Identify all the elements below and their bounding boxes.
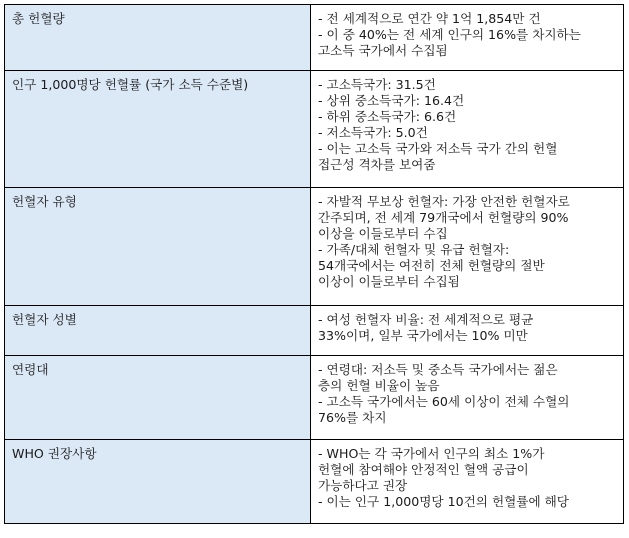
description-line: - 저소득국가: 5.0건 bbox=[318, 125, 428, 140]
row-description-cell bbox=[311, 356, 624, 440]
row-description-cell bbox=[311, 71, 624, 188]
description-line: - 이 중 40%는 전 세계 인구의 16%를 차지하는 bbox=[318, 27, 581, 42]
row-label: 총 헌혈량 bbox=[12, 11, 65, 26]
description-line: 헌혈에 참여해야 안정적인 혈액 공급이 bbox=[318, 462, 529, 477]
table-row bbox=[5, 188, 624, 306]
table-row bbox=[5, 71, 624, 188]
row-label: WHO 권장사항 bbox=[12, 446, 97, 461]
row-label: 인구 1,000명당 헌혈률 (국가 소득 수준별) bbox=[12, 77, 249, 92]
row-description-cell bbox=[311, 188, 624, 306]
description-line: 가능하다고 권장 bbox=[318, 478, 408, 493]
description-line: - 상위 중소득국가: 16.4건 bbox=[318, 93, 465, 108]
description-line: - 연령대: 저소득 및 중소득 국가에서는 젊은 bbox=[318, 362, 558, 377]
description-line: - 하위 중소득국가: 6.6건 bbox=[318, 109, 457, 124]
description-line: 이상이 이들로부터 수집됨 bbox=[318, 274, 460, 289]
row-label-cell bbox=[5, 5, 311, 71]
description-line: 33%이며, 일부 국가에서는 10% 미만 bbox=[318, 328, 528, 343]
table-row bbox=[5, 356, 624, 440]
description-line: 층의 헌혈 비율이 높음 bbox=[318, 378, 440, 393]
row-label: 헌혈자 성별 bbox=[12, 312, 77, 327]
description-line: - 고소득 국가에서는 60세 이상이 전체 수혈의 bbox=[318, 394, 570, 409]
row-label-cell bbox=[5, 306, 311, 356]
description-line: - 이는 고소득 국가와 저소득 국가 간의 헌혈 bbox=[318, 141, 558, 156]
table-row bbox=[5, 5, 624, 71]
table-body bbox=[5, 5, 624, 524]
description-line: 이상을 이들로부터 수집 bbox=[318, 226, 448, 241]
description-line: 간주되며, 전 세계 79개국에서 헌혈량의 90% bbox=[318, 210, 569, 225]
description-line: - 자발적 무보상 헌혈자: 가장 안전한 헌혈자로 bbox=[318, 194, 570, 209]
row-description-cell bbox=[311, 306, 624, 356]
row-label: 헌혈자 유형 bbox=[12, 194, 77, 209]
row-label-cell bbox=[5, 440, 311, 524]
table-row bbox=[5, 306, 624, 356]
row-description-cell bbox=[311, 440, 624, 524]
row-label: 연령대 bbox=[12, 362, 49, 377]
description-line: - 이는 인구 1,000명당 10건의 헌혈률에 해당 bbox=[318, 494, 569, 509]
row-label-cell bbox=[5, 71, 311, 188]
description-line: - WHO는 각 국가에서 인구의 최소 1%가 bbox=[318, 446, 545, 461]
description-line: 접근성 격차를 보여줌 bbox=[318, 157, 436, 172]
row-description-cell bbox=[311, 5, 624, 71]
description-line: - 전 세계적으로 연간 약 1억 1,854만 건 bbox=[318, 11, 541, 26]
description-line: - 여성 헌혈자 비율: 전 세계적으로 평균 bbox=[318, 312, 534, 327]
description-line: 고소득 국가에서 수집됨 bbox=[318, 43, 448, 58]
blood-donation-stats-table bbox=[4, 4, 624, 524]
row-label-cell bbox=[5, 356, 311, 440]
description-line: - 고소득국가: 31.5건 bbox=[318, 77, 436, 92]
description-line: - 가족/대체 헌혈자 및 유급 헌혈자: bbox=[318, 242, 510, 257]
description-line: 76%를 차지 bbox=[318, 410, 387, 425]
table-row bbox=[5, 440, 624, 524]
blood-donation-table-wrapper bbox=[4, 4, 624, 524]
description-line: 54개국에서는 여전히 전체 헌혈량의 절반 bbox=[318, 258, 545, 273]
row-label-cell bbox=[5, 188, 311, 306]
